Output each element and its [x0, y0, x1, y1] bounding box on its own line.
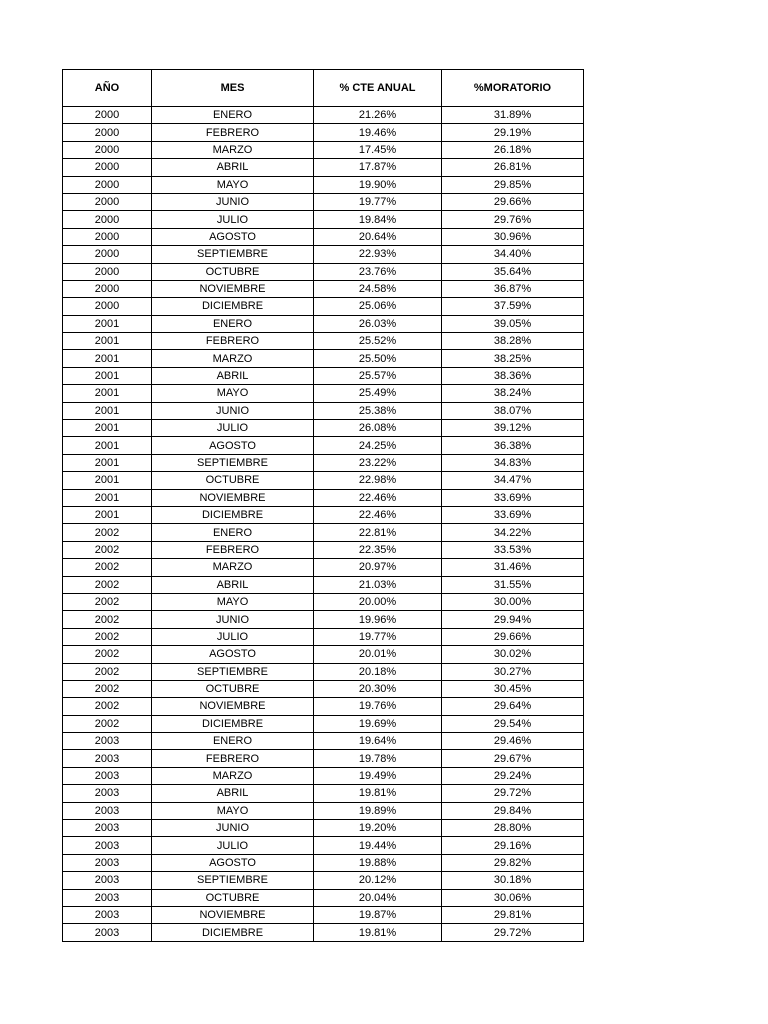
cell-year: 2003 — [63, 906, 152, 923]
cell-annual-rate: 22.81% — [314, 524, 442, 541]
cell-annual-rate: 19.46% — [314, 124, 442, 141]
header-year: AÑO — [63, 70, 152, 107]
cell-year: 2000 — [63, 280, 152, 297]
cell-annual-rate: 20.97% — [314, 559, 442, 576]
cell-default-rate: 33.69% — [442, 489, 584, 506]
cell-year: 2003 — [63, 872, 152, 889]
cell-default-rate: 29.94% — [442, 611, 584, 628]
cell-annual-rate: 21.26% — [314, 107, 442, 124]
cell-month: FEBRERO — [152, 750, 314, 767]
header-month: MES — [152, 70, 314, 107]
cell-default-rate: 30.18% — [442, 872, 584, 889]
cell-month: ABRIL — [152, 785, 314, 802]
table-row — [63, 680, 584, 697]
cell-year: 2000 — [63, 141, 152, 158]
table-row — [63, 767, 584, 784]
cell-default-rate: 29.19% — [442, 124, 584, 141]
cell-year: 2001 — [63, 350, 152, 367]
cell-annual-rate: 25.49% — [314, 385, 442, 402]
cell-year: 2001 — [63, 506, 152, 523]
cell-year: 2003 — [63, 924, 152, 941]
table-row — [63, 750, 584, 767]
cell-default-rate: 29.66% — [442, 193, 584, 210]
cell-annual-rate: 25.50% — [314, 350, 442, 367]
cell-year: 2002 — [63, 541, 152, 558]
table-row — [63, 506, 584, 523]
cell-default-rate: 30.96% — [442, 228, 584, 245]
cell-month: JUNIO — [152, 611, 314, 628]
cell-default-rate: 29.72% — [442, 924, 584, 941]
cell-year: 2002 — [63, 715, 152, 732]
cell-default-rate: 29.54% — [442, 715, 584, 732]
table-row — [63, 280, 584, 297]
cell-month: NOVIEMBRE — [152, 280, 314, 297]
cell-year: 2003 — [63, 820, 152, 837]
cell-default-rate: 29.67% — [442, 750, 584, 767]
cell-default-rate: 37.59% — [442, 298, 584, 315]
cell-year: 2003 — [63, 802, 152, 819]
cell-annual-rate: 19.84% — [314, 211, 442, 228]
cell-year: 2003 — [63, 854, 152, 871]
cell-month: AGOSTO — [152, 646, 314, 663]
cell-annual-rate: 17.87% — [314, 159, 442, 176]
table-row — [63, 854, 584, 871]
table-row — [63, 663, 584, 680]
cell-default-rate: 38.36% — [442, 367, 584, 384]
cell-year: 2001 — [63, 385, 152, 402]
cell-default-rate: 29.72% — [442, 785, 584, 802]
table-row — [63, 246, 584, 263]
table-row — [63, 715, 584, 732]
cell-year: 2001 — [63, 454, 152, 471]
cell-annual-rate: 19.77% — [314, 628, 442, 645]
cell-year: 2003 — [63, 889, 152, 906]
cell-default-rate: 31.55% — [442, 576, 584, 593]
cell-year: 2002 — [63, 646, 152, 663]
cell-default-rate: 35.64% — [442, 263, 584, 280]
header-row — [63, 70, 584, 107]
table-row — [63, 107, 584, 124]
cell-month: OCTUBRE — [152, 680, 314, 697]
table-row — [63, 159, 584, 176]
table-row — [63, 593, 584, 610]
cell-year: 2002 — [63, 663, 152, 680]
cell-default-rate: 39.05% — [442, 315, 584, 332]
cell-default-rate: 33.69% — [442, 506, 584, 523]
cell-month: ABRIL — [152, 576, 314, 593]
cell-annual-rate: 20.30% — [314, 680, 442, 697]
cell-annual-rate: 19.88% — [314, 854, 442, 871]
cell-annual-rate: 24.58% — [314, 280, 442, 297]
cell-default-rate: 31.46% — [442, 559, 584, 576]
cell-year: 2002 — [63, 680, 152, 697]
cell-month: OCTUBRE — [152, 889, 314, 906]
header-annual-rate: % CTE ANUAL — [314, 70, 442, 107]
cell-month: FEBRERO — [152, 124, 314, 141]
cell-month: OCTUBRE — [152, 472, 314, 489]
cell-month: FEBRERO — [152, 541, 314, 558]
cell-default-rate: 30.00% — [442, 593, 584, 610]
cell-month: ABRIL — [152, 367, 314, 384]
cell-default-rate: 34.40% — [442, 246, 584, 263]
cell-year: 2002 — [63, 698, 152, 715]
cell-annual-rate: 23.76% — [314, 263, 442, 280]
cell-default-rate: 29.16% — [442, 837, 584, 854]
cell-year: 2001 — [63, 402, 152, 419]
cell-default-rate: 38.28% — [442, 333, 584, 350]
cell-annual-rate: 19.89% — [314, 802, 442, 819]
cell-default-rate: 29.82% — [442, 854, 584, 871]
cell-month: SEPTIEMBRE — [152, 663, 314, 680]
cell-annual-rate: 20.00% — [314, 593, 442, 610]
cell-month: ABRIL — [152, 159, 314, 176]
cell-year: 2001 — [63, 333, 152, 350]
cell-annual-rate: 19.90% — [314, 176, 442, 193]
cell-annual-rate: 19.78% — [314, 750, 442, 767]
cell-month: SEPTIEMBRE — [152, 454, 314, 471]
table-row — [63, 872, 584, 889]
cell-default-rate: 34.83% — [442, 454, 584, 471]
table-row — [63, 315, 584, 332]
cell-year: 2001 — [63, 489, 152, 506]
cell-annual-rate: 22.46% — [314, 489, 442, 506]
cell-month: SEPTIEMBRE — [152, 872, 314, 889]
table-row — [63, 733, 584, 750]
cell-year: 2002 — [63, 611, 152, 628]
cell-year: 2002 — [63, 559, 152, 576]
cell-month: MAYO — [152, 802, 314, 819]
cell-month: AGOSTO — [152, 854, 314, 871]
cell-year: 2000 — [63, 211, 152, 228]
table-row — [63, 646, 584, 663]
cell-month: JUNIO — [152, 193, 314, 210]
cell-default-rate: 36.38% — [442, 437, 584, 454]
table-row — [63, 837, 584, 854]
cell-month: FEBRERO — [152, 333, 314, 350]
cell-default-rate: 26.81% — [442, 159, 584, 176]
cell-month: MAYO — [152, 176, 314, 193]
cell-month: DICIEMBRE — [152, 924, 314, 941]
cell-default-rate: 29.24% — [442, 767, 584, 784]
cell-year: 2001 — [63, 420, 152, 437]
cell-month: OCTUBRE — [152, 263, 314, 280]
cell-month: NOVIEMBRE — [152, 698, 314, 715]
table-row — [63, 698, 584, 715]
table-row — [63, 906, 584, 923]
cell-month: JULIO — [152, 420, 314, 437]
cell-default-rate: 34.47% — [442, 472, 584, 489]
cell-default-rate: 38.07% — [442, 402, 584, 419]
cell-annual-rate: 19.81% — [314, 924, 442, 941]
cell-month: MARZO — [152, 767, 314, 784]
table-row — [63, 437, 584, 454]
cell-month: AGOSTO — [152, 228, 314, 245]
table-row — [63, 263, 584, 280]
cell-month: MAYO — [152, 593, 314, 610]
cell-year: 2001 — [63, 367, 152, 384]
cell-month: DICIEMBRE — [152, 298, 314, 315]
cell-month: ENERO — [152, 107, 314, 124]
cell-default-rate: 38.25% — [442, 350, 584, 367]
table-row — [63, 576, 584, 593]
cell-year: 2001 — [63, 472, 152, 489]
cell-month: ENERO — [152, 315, 314, 332]
table-row — [63, 889, 584, 906]
cell-default-rate: 39.12% — [442, 420, 584, 437]
cell-annual-rate: 25.38% — [314, 402, 442, 419]
cell-month: JULIO — [152, 837, 314, 854]
cell-default-rate: 29.46% — [442, 733, 584, 750]
cell-annual-rate: 25.52% — [314, 333, 442, 350]
cell-month: JULIO — [152, 628, 314, 645]
cell-annual-rate: 19.96% — [314, 611, 442, 628]
cell-default-rate: 29.81% — [442, 906, 584, 923]
cell-annual-rate: 20.12% — [314, 872, 442, 889]
cell-default-rate: 29.85% — [442, 176, 584, 193]
cell-month: DICIEMBRE — [152, 506, 314, 523]
table-row — [63, 628, 584, 645]
table-row — [63, 228, 584, 245]
cell-year: 2003 — [63, 837, 152, 854]
cell-default-rate: 34.22% — [442, 524, 584, 541]
cell-year: 2000 — [63, 159, 152, 176]
table-row — [63, 350, 584, 367]
cell-year: 2003 — [63, 733, 152, 750]
cell-month: AGOSTO — [152, 437, 314, 454]
cell-year: 2002 — [63, 628, 152, 645]
cell-year: 2000 — [63, 107, 152, 124]
table-row — [63, 176, 584, 193]
table-row — [63, 124, 584, 141]
cell-year: 2000 — [63, 263, 152, 280]
cell-month: JUNIO — [152, 402, 314, 419]
cell-year: 2003 — [63, 785, 152, 802]
cell-annual-rate: 26.08% — [314, 420, 442, 437]
cell-year: 2002 — [63, 593, 152, 610]
table-row — [63, 489, 584, 506]
cell-month: MARZO — [152, 559, 314, 576]
cell-month: JULIO — [152, 211, 314, 228]
cell-default-rate: 29.66% — [442, 628, 584, 645]
cell-month: MARZO — [152, 141, 314, 158]
table-row — [63, 333, 584, 350]
cell-month: NOVIEMBRE — [152, 906, 314, 923]
cell-annual-rate: 19.87% — [314, 906, 442, 923]
cell-annual-rate: 19.49% — [314, 767, 442, 784]
cell-default-rate: 28.80% — [442, 820, 584, 837]
cell-month: DICIEMBRE — [152, 715, 314, 732]
table-body — [63, 107, 584, 942]
cell-default-rate: 36.87% — [442, 280, 584, 297]
table-row — [63, 211, 584, 228]
table-row — [63, 402, 584, 419]
cell-annual-rate: 25.06% — [314, 298, 442, 315]
cell-annual-rate: 25.57% — [314, 367, 442, 384]
cell-year: 2000 — [63, 298, 152, 315]
cell-default-rate: 29.84% — [442, 802, 584, 819]
table-row — [63, 820, 584, 837]
cell-annual-rate: 19.69% — [314, 715, 442, 732]
cell-annual-rate: 20.04% — [314, 889, 442, 906]
table-row — [63, 298, 584, 315]
cell-month: JUNIO — [152, 820, 314, 837]
cell-year: 2003 — [63, 750, 152, 767]
cell-annual-rate: 20.64% — [314, 228, 442, 245]
table-row — [63, 454, 584, 471]
cell-default-rate: 26.18% — [442, 141, 584, 158]
cell-default-rate: 38.24% — [442, 385, 584, 402]
cell-default-rate: 30.45% — [442, 680, 584, 697]
cell-default-rate: 29.76% — [442, 211, 584, 228]
table-row — [63, 193, 584, 210]
table-row — [63, 141, 584, 158]
cell-annual-rate: 22.35% — [314, 541, 442, 558]
cell-default-rate: 30.06% — [442, 889, 584, 906]
cell-annual-rate: 20.18% — [314, 663, 442, 680]
table-row — [63, 611, 584, 628]
cell-annual-rate: 19.77% — [314, 193, 442, 210]
cell-annual-rate: 26.03% — [314, 315, 442, 332]
cell-year: 2000 — [63, 124, 152, 141]
cell-default-rate: 30.02% — [442, 646, 584, 663]
table-row — [63, 785, 584, 802]
cell-month: MARZO — [152, 350, 314, 367]
cell-year: 2001 — [63, 437, 152, 454]
cell-year: 2000 — [63, 176, 152, 193]
interest-rate-table — [62, 69, 584, 942]
table-header — [63, 70, 584, 107]
table-row — [63, 420, 584, 437]
cell-annual-rate: 23.22% — [314, 454, 442, 471]
cell-month: NOVIEMBRE — [152, 489, 314, 506]
cell-default-rate: 33.53% — [442, 541, 584, 558]
cell-annual-rate: 22.98% — [314, 472, 442, 489]
cell-default-rate: 30.27% — [442, 663, 584, 680]
cell-year: 2002 — [63, 524, 152, 541]
cell-month: SEPTIEMBRE — [152, 246, 314, 263]
table-row — [63, 385, 584, 402]
cell-annual-rate: 20.01% — [314, 646, 442, 663]
cell-annual-rate: 22.93% — [314, 246, 442, 263]
cell-year: 2000 — [63, 246, 152, 263]
cell-month: MAYO — [152, 385, 314, 402]
cell-default-rate: 31.89% — [442, 107, 584, 124]
cell-month: ENERO — [152, 524, 314, 541]
cell-annual-rate: 19.44% — [314, 837, 442, 854]
table-row — [63, 367, 584, 384]
cell-annual-rate: 19.20% — [314, 820, 442, 837]
cell-annual-rate: 19.64% — [314, 733, 442, 750]
table-row — [63, 802, 584, 819]
cell-annual-rate: 24.25% — [314, 437, 442, 454]
table-row — [63, 924, 584, 941]
cell-year: 2001 — [63, 315, 152, 332]
cell-year: 2002 — [63, 576, 152, 593]
cell-annual-rate: 19.81% — [314, 785, 442, 802]
cell-month: ENERO — [152, 733, 314, 750]
table-row — [63, 541, 584, 558]
cell-annual-rate: 21.03% — [314, 576, 442, 593]
table-row — [63, 559, 584, 576]
cell-default-rate: 29.64% — [442, 698, 584, 715]
cell-annual-rate: 22.46% — [314, 506, 442, 523]
cell-annual-rate: 19.76% — [314, 698, 442, 715]
cell-annual-rate: 17.45% — [314, 141, 442, 158]
table-row — [63, 524, 584, 541]
header-default-rate: %MORATORIO — [442, 70, 584, 107]
cell-year: 2003 — [63, 767, 152, 784]
table-row — [63, 472, 584, 489]
cell-year: 2000 — [63, 228, 152, 245]
cell-year: 2000 — [63, 193, 152, 210]
